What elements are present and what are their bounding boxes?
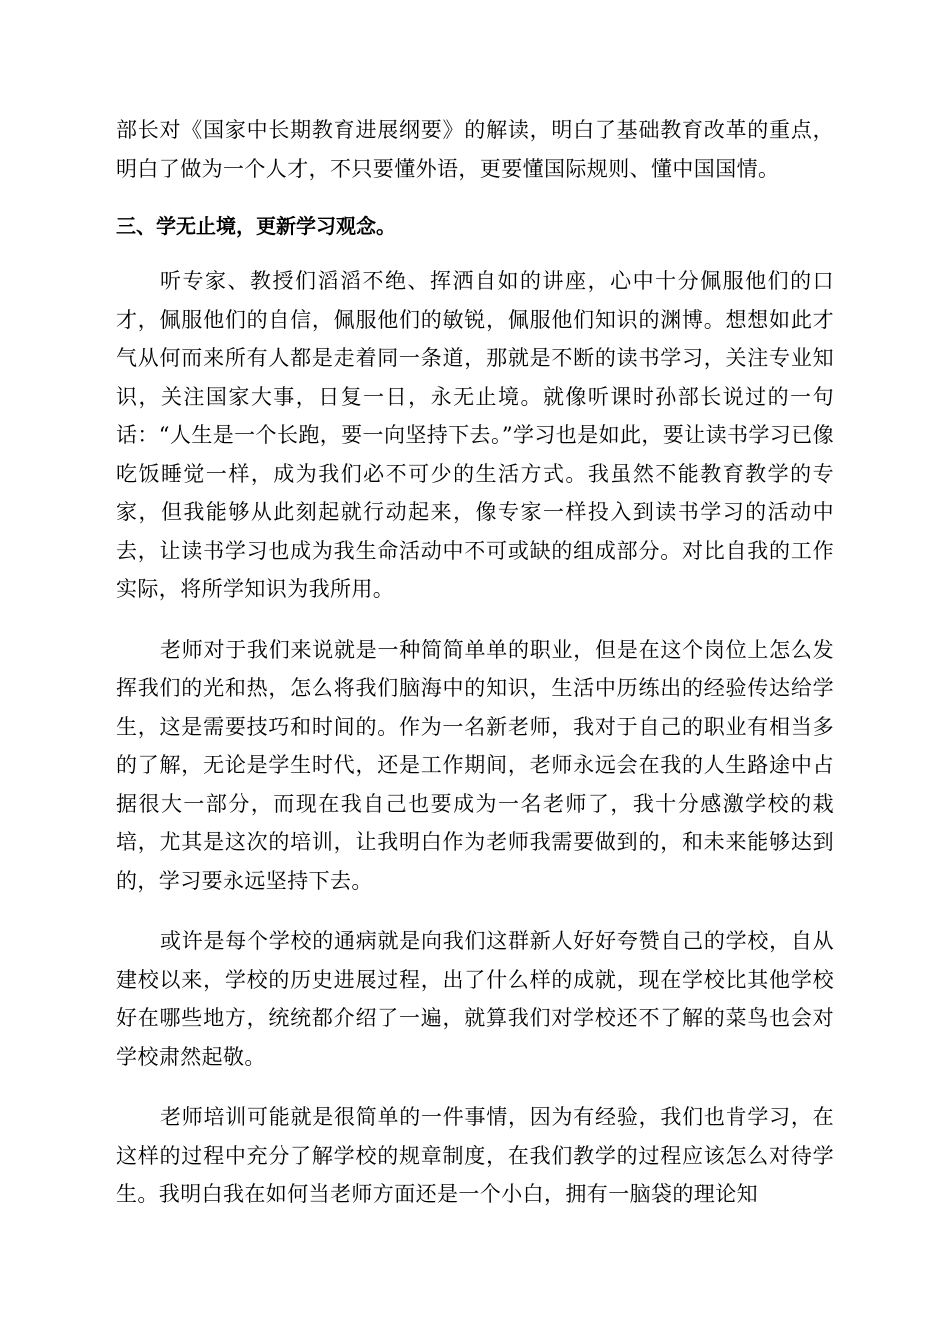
paragraph: 听专家、教授们滔滔不绝、挥洒自如的讲座，心中十分佩服他们的口才，佩服他们的自信，佩服他们的敏锐，佩服他们知识的渊博。想想如此才气从何而来所有人都是走着同一条道，那就是不断的读书学习，关注专业知识，关注国家大事，日复一日，永无止境。就像听课时孙部长说过的一句话：“人生是一个长跑，要一向坚持下去。”学习也是如此，要让读书学习已像吃饭睡觉一样，成为我们必不可少的生活方式。我虽然不能教育教学的专家，但我能够从此刻起就行动起来，像专家一样投入到读书学习的活动中去，让读书学习也成为我生命活动中不可或缺的组成部分。对比自我的工作实际，将所学知识为我所用。	[116, 269, 834, 601]
paragraph: 或许是每个学校的通病就是向我们这群新人好好夸赞自己的学校，自从建校以来，学校的历史进展过程，出了什么样的成就，现在学校比其他学校好在哪些地方，统统都介绍了一遍，就算我们对学校还不了解的菜鸟也会对学校肃然起敬。	[116, 929, 834, 1069]
paragraph: 老师培训可能就是很简单的一件事情，因为有经验，我们也肯学习，在这样的过程中充分了解学校的规章制度，在我们教学的过程应该怎么对待学生。我明白我在如何当老师方面还是一个小白，拥有一脑袋的理论知	[116, 1105, 834, 1206]
paragraph: 老师对于我们来说就是一种简简单单的职业，但是在这个岗位上怎么发挥我们的光和热，怎么将我们脑海中的知识，生活中历练出的经验传达给学生，这是需要技巧和时间的。作为一名新老师，我对于自己的职业有相当多的了解，无论是学生时代，还是工作期间，老师永远会在我的人生路途中占据很大一部分，而现在我自己也要成为一名老师了，我十分感激学校的栽培，尤其是这次的培训，让我明白作为老师我需要做到的，和未来能够达到的，学习要永远坚持下去。	[116, 637, 834, 893]
document-page	[116, 111, 834, 1214]
section-heading: 三、学无止境，更新学习观念。	[116, 214, 396, 238]
paragraph-continuation: 部长对《国家中长期教育进展纲要》的解读，明白了基础教育改革的重点，明白了做为一个人才，不只要懂外语，更要懂国际规则、懂中国国情。	[116, 118, 834, 181]
